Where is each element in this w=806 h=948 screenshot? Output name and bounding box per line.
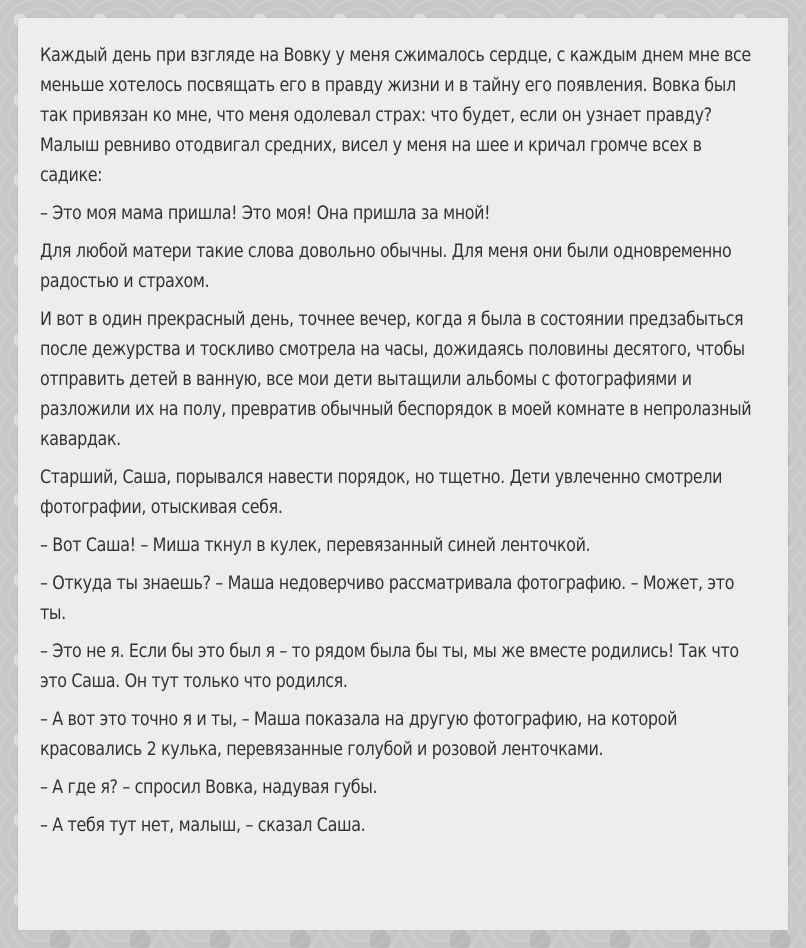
paragraph-9: – А вот это точно я и ты, – Маша показала на другую фотографию, на которой красовались 2 кулька, перевязанные голубой и розовой ленточками.	[40, 708, 678, 760]
paragraph-2: – Это моя мама пришла! Это моя! Она пришла за мной!	[40, 202, 491, 224]
paragraph-6: – Вот Саша! – Миша ткнул в кулек, перевязанный синей ленточкой.	[40, 534, 591, 556]
story-text	[40, 40, 754, 840]
paragraph-5: Старший, Саша, порывался навести порядок, но тщетно. Дети увлеченно смотрели фотографии, отыскивая себя.	[40, 466, 723, 518]
paragraph-8: – Это не я. Если бы это был я – то рядом была бы ты, мы же вместе родились! Так что это Саша. Он тут только что родился.	[40, 640, 739, 692]
paragraph-7: – Откуда ты знаешь? – Маша недоверчиво рассматривала фотографию. – Может, это ты.	[40, 572, 735, 624]
paragraph-1: Каждый день при взгляде на Вовку у меня сжималось сердце, с каждым днем мне все меньше хотелось посвящать его в правду жизни и в тайну его появления. Вовка был так привязан ко мне, что меня одолевал страх: что будет, если он узнает правду? Малыш ревниво отодвигал средних, висел у меня на шее и кричал громче всех в садике:	[40, 44, 751, 186]
paragraph-11: – А тебя тут нет, малыш, – сказал Саша.	[40, 814, 366, 836]
text-card	[18, 18, 788, 930]
paragraph-10: – А где я? – спросил Вовка, надувая губы.	[40, 776, 378, 798]
paragraph-3: Для любой матери такие слова довольно обычны. Для меня они были одновременно радостью и страхом.	[40, 240, 732, 292]
paragraph-4: И вот в один прекрасный день, точнее вечер, когда я была в состоянии предзабыться после дежурства и тоскливо смотрела на часы, дожидаясь половины десятого, чтобы отправить детей в ванную, все мои дети вытащили альбомы с фотографиями и разложили их на полу, превратив обычный беспорядок в моей комнате в непролазный кавардак.	[40, 308, 752, 450]
